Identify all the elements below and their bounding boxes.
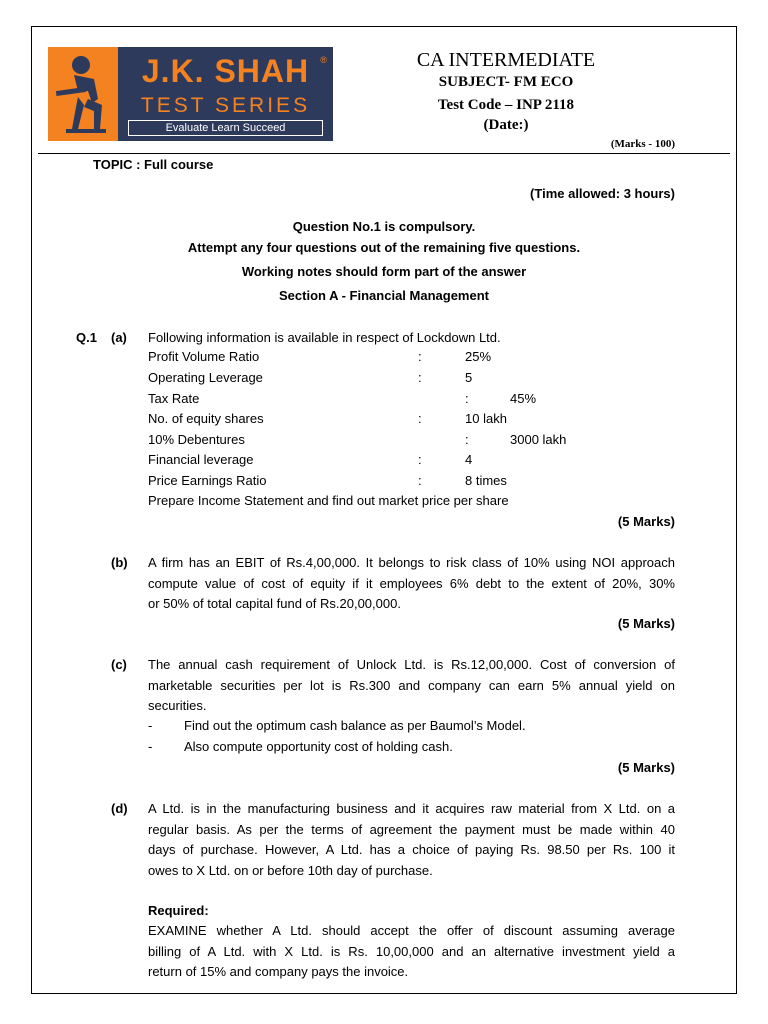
subject-line: SUBJECT- FM ECO — [438, 74, 574, 90]
instruction-1: Question No.1 is compulsory. — [292, 219, 476, 234]
text-line: securities. — [148, 698, 207, 714]
registered-mark: ® — [320, 55, 327, 65]
instruction-2: Attempt any four questions out of the remaining five questions. — [187, 240, 581, 255]
data-row-value: 25% — [465, 349, 492, 364]
text-line: compute value of cost of equity if it employees 6% debt to the extent of 20%, 30% — [148, 575, 675, 591]
data-row-name: Financial leverage — [148, 452, 254, 467]
data-row-name: Operating Leverage — [148, 370, 263, 385]
question-number: Q.1 — [76, 330, 97, 345]
data-row-colon: : — [465, 391, 469, 406]
logo-panel — [118, 47, 333, 141]
logo-tagline: Evaluate Learn Succeed — [128, 120, 323, 136]
text-line: marketable securities per lot is Rs.300 and company can earn 5% annual yield on — [148, 677, 675, 693]
part-d-label: (d) — [111, 801, 128, 816]
exam-title: CA INTERMEDIATE — [416, 49, 596, 71]
data-row-value: 10 lakh — [465, 411, 507, 426]
data-row-colon: : — [418, 411, 422, 426]
text-line: The annual cash requirement of Unlock Ltd. is Rs.12,00,000. Cost of conversion of — [148, 657, 675, 672]
part-b-marks: (5 Marks) — [617, 616, 675, 631]
text-line: billing of A Ltd. with X Ltd. is Rs. 10,00,000 and an alternative investment yield a — [148, 943, 675, 959]
bullet-dash: - — [148, 718, 153, 733]
part-a-task: Prepare Income Statement and find out market price per share — [148, 493, 509, 508]
text-line: A firm has an EBIT of Rs.4,00,000. It belongs to risk class of 10% using NOI approach — [148, 555, 675, 570]
bullet-text: Find out the optimum cash balance as per Baumol’s Model. — [184, 718, 526, 733]
part-c-text — [148, 655, 675, 717]
bullet-dash: - — [148, 739, 153, 754]
part-a-label: (a) — [111, 330, 127, 345]
text-line: regular basis. As per the terms of agreement the payment must be made within 40 — [148, 821, 675, 837]
data-row-value: 4 — [465, 452, 473, 467]
student-figure-icon — [48, 47, 118, 141]
data-row-name: Profit Volume Ratio — [148, 349, 260, 364]
data-row-name: Tax Rate — [148, 391, 200, 406]
part-d-text — [148, 799, 675, 881]
header-divider — [38, 153, 730, 154]
text-line: A Ltd. is in the manufacturing business and it acquires raw material from X Ltd. on a — [148, 801, 675, 816]
data-row-name: Price Earnings Ratio — [148, 473, 267, 488]
data-row-value: 8 times — [465, 473, 507, 488]
part-b-label: (b) — [111, 555, 128, 570]
section-heading: Section A - Financial Management — [279, 288, 489, 303]
test-code: Test Code – INP 2118 — [437, 97, 575, 113]
date-line: (Date:) — [483, 117, 529, 133]
data-row-value: 3000 lakh — [510, 432, 567, 447]
required-heading: Required: — [148, 903, 209, 918]
data-row-name: No. of equity shares — [148, 411, 264, 426]
part-d-required-text — [148, 921, 675, 983]
part-a-marks: (5 Marks) — [617, 514, 675, 529]
jk-shah-logo — [48, 47, 333, 141]
bullet-text: Also compute opportunity cost of holding cash. — [184, 739, 453, 754]
part-c-label: (c) — [111, 657, 127, 672]
data-row-colon: : — [418, 370, 422, 385]
part-c-marks: (5 Marks) — [617, 760, 675, 775]
data-row-value: 5 — [465, 370, 473, 385]
text-line: return of 15% and company pays the invoice. — [148, 964, 409, 980]
data-row-name: 10% Debentures — [148, 432, 245, 447]
data-row-colon: : — [418, 349, 422, 364]
total-marks: (Marks - 100) — [610, 138, 675, 150]
topic: TOPIC : Full course — [93, 157, 214, 172]
text-line: days of purchase. However, A Ltd. has a choice of paying Rs. 98.50 per Rs. 100 it — [148, 842, 675, 858]
instruction-3: Working notes should form part of the answer — [241, 264, 527, 279]
data-row-colon: : — [418, 452, 422, 467]
data-row-colon: : — [465, 432, 469, 447]
part-a-intro: Following information is available in respect of Lockdown Ltd. — [148, 330, 501, 345]
text-line: owes to X Ltd. on or before 10th day of purchase. — [148, 862, 433, 878]
text-line: EXAMINE whether A Ltd. should accept the offer of discount assuming average — [148, 923, 675, 938]
data-row-colon: : — [418, 473, 422, 488]
data-row-value: 45% — [510, 391, 537, 406]
text-line: or 50% of total capital fund of Rs.20,00,000. — [148, 596, 401, 612]
logo-subtitle: TEST SERIES — [140, 94, 311, 117]
time-allowed: (Time allowed: 3 hours) — [530, 186, 675, 201]
part-b-text — [148, 553, 675, 615]
logo-title: J.K. SHAH — [141, 53, 310, 89]
